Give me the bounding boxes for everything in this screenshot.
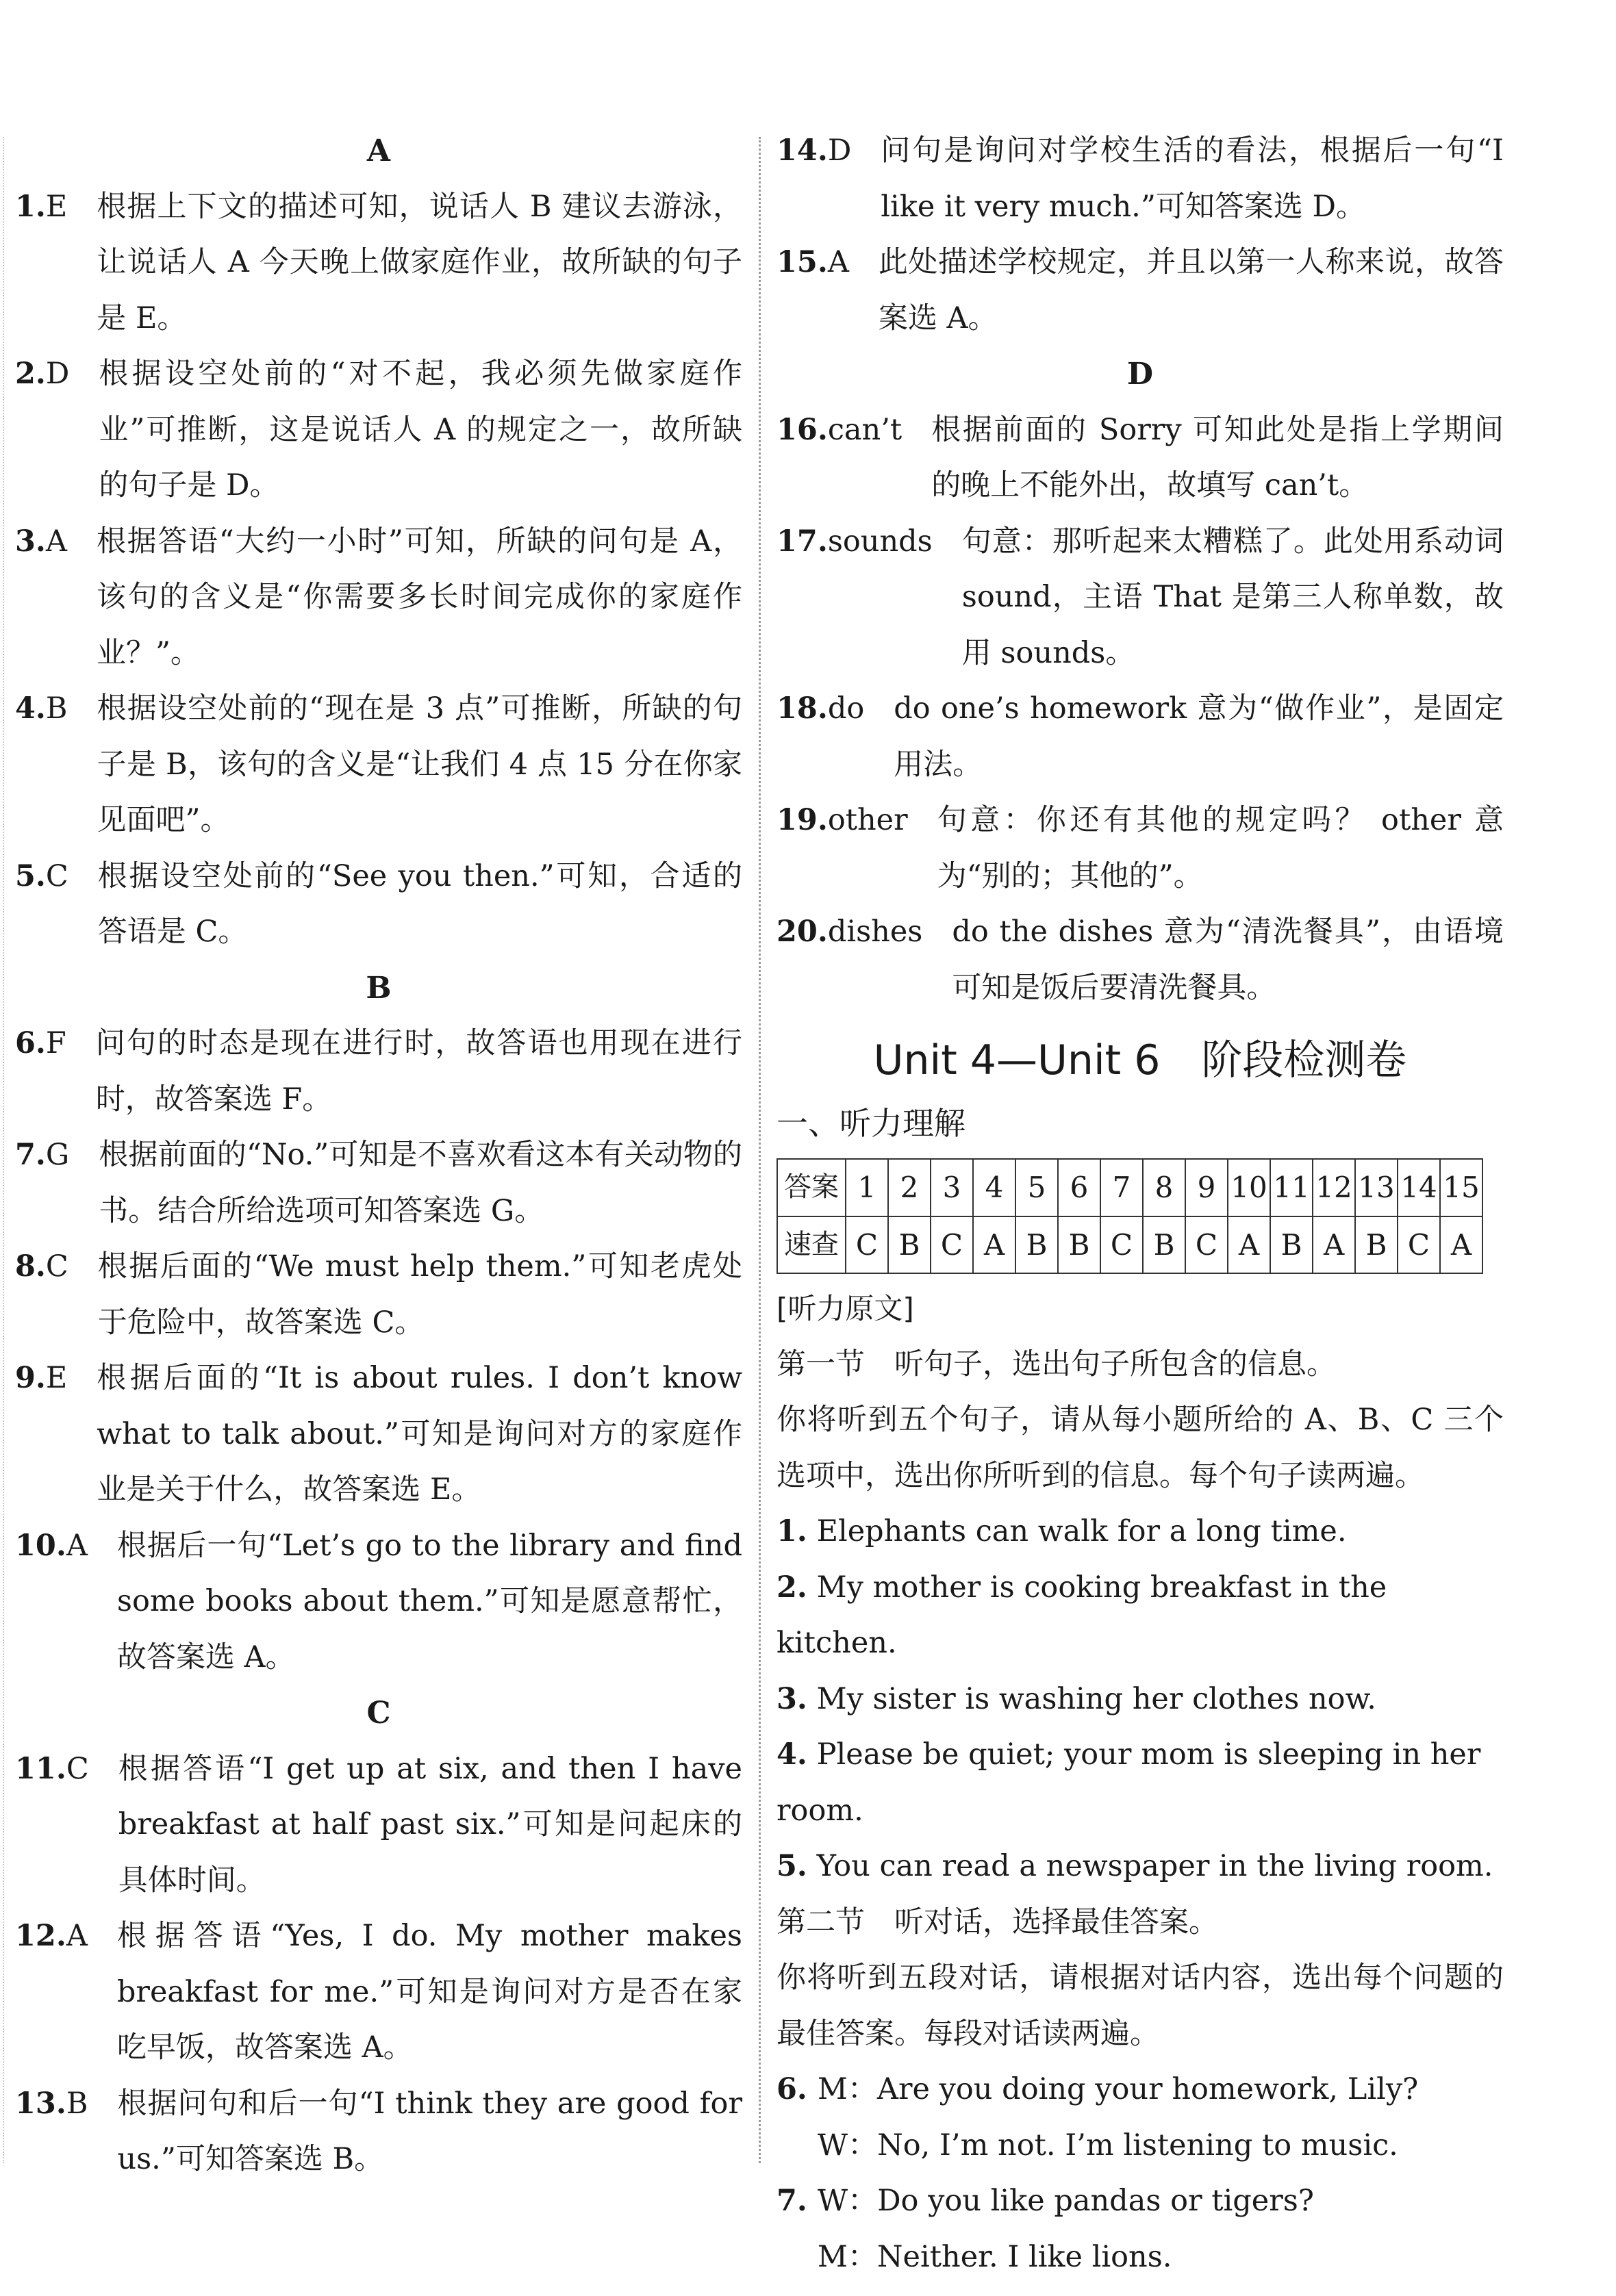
item-answer: other <box>827 803 908 837</box>
section-heading-c: C <box>366 1696 391 1731</box>
answer-key-number: 2 <box>888 1159 931 1216</box>
transcript-sentence-5: 5. You can read a newspaper in the living room. <box>777 1849 1493 1883</box>
answer-key-answer: B <box>1355 1216 1398 1274</box>
item-explanation: 根据后面的“It is about rules. I don’t know what to talk about.”可知是询问对方的家庭作业是关于什么，故答案选 E。 <box>97 1361 742 1507</box>
item-explanation: 句意：你还有其他的规定吗？ other 意为“别的；其他的”。 <box>937 803 1504 893</box>
answer-item-6 <box>15 1016 742 1127</box>
answer-key-number: 11 <box>1270 1159 1313 1216</box>
answer-key-answer: B <box>1015 1216 1058 1274</box>
answer-key-answer: B <box>1270 1216 1313 1274</box>
item-explanation: 此处描述学校规定，并且以第一人称来说，故答案选 A。 <box>878 245 1504 335</box>
item-answer: F <box>45 1026 66 1060</box>
answer-key-number: 3 <box>931 1159 973 1216</box>
answer-item-18 <box>777 681 1504 793</box>
section-one-title: 第一节 听句子，选出句子所包含的信息。 <box>777 1347 1336 1381</box>
answer-item-7 <box>15 1127 742 1239</box>
item-number: 6. <box>777 2072 807 2106</box>
answer-key-answer: B <box>888 1216 931 1274</box>
answer-key-answer: B <box>1058 1216 1100 1274</box>
item-answer: G <box>45 1138 70 1172</box>
item-explanation: do one’s homework 意为“做作业”，是固定用法。 <box>894 691 1504 782</box>
answer-key-number-row <box>777 1159 1482 1216</box>
answer-key-answer: B <box>1143 1216 1185 1274</box>
answer-key-answer: A <box>1440 1216 1482 1274</box>
item-explanation: 根据答语“大约一小时”可知，所缺的问句是 A，该句的含义是“你需要多长时间完成你的家庭作业？”。 <box>96 524 742 670</box>
section-heading-d: D <box>1126 357 1154 392</box>
answer-key-number: 6 <box>1058 1159 1100 1216</box>
dialogue-line: M：Are you doing your homework, Lily? <box>817 2072 1419 2106</box>
answer-key-answer: C <box>1185 1216 1228 1274</box>
item-answer: C <box>45 858 68 893</box>
left-edge-dotted-line <box>3 137 4 2163</box>
answer-key-number: 5 <box>1015 1159 1058 1216</box>
answer-key-number: 15 <box>1440 1159 1482 1216</box>
item-explanation: 根据设空处前的“See you then.”可知，合适的答语是 C。 <box>97 858 742 949</box>
item-number: 14. <box>777 133 828 168</box>
answer-key-number: 4 <box>973 1159 1015 1216</box>
item-explanation: 问句的时态是现在进行时，故答语也用现在进行时，故答案选 F。 <box>95 1026 742 1117</box>
item-number: 4. <box>15 691 46 726</box>
item-number: 12. <box>15 1919 66 1953</box>
answer-item-4 <box>15 681 742 849</box>
item-answer: C <box>66 1751 89 1786</box>
item-number: 10. <box>15 1528 66 1563</box>
answer-item-3 <box>15 514 742 682</box>
part-heading-listening: 一、听力理解 <box>777 1105 965 1142</box>
dialogue-line: W：No, I’m not. I’m listening to music. <box>817 2128 1398 2163</box>
answer-item-19 <box>777 793 1504 904</box>
answer-key-answer: C <box>1100 1216 1143 1274</box>
item-number: 7. <box>15 1138 46 1172</box>
item-answer: sounds <box>827 524 933 559</box>
item-explanation: 根据设空处前的“现在是 3 点”可推断，所缺的句子是 B，该句的含义是“让我们 4 点 15 分在你家见面吧”。 <box>97 691 742 837</box>
item-answer: dishes <box>827 915 923 949</box>
answer-key-number: 13 <box>1355 1159 1398 1216</box>
answer-key-number: 7 <box>1100 1159 1143 1216</box>
answer-item-10 <box>15 1518 742 1686</box>
item-answer: can’t <box>827 412 902 447</box>
answer-key-answer: C <box>1398 1216 1440 1274</box>
answer-key-number: 14 <box>1398 1159 1440 1216</box>
item-answer: E <box>45 1361 68 1395</box>
answer-item-2 <box>15 346 742 514</box>
item-answer: A <box>827 245 849 279</box>
answer-key-table <box>777 1158 1483 1274</box>
item-answer: D <box>45 357 70 391</box>
item-answer: do <box>827 691 865 726</box>
item-explanation: 根据前面的“No.”可知是不喜欢看这本有关动物的书。结合所给选项可知答案选 G。 <box>99 1138 742 1228</box>
item-number: 6. <box>15 1026 46 1060</box>
item-answer: E <box>45 189 68 224</box>
item-answer: A <box>66 1528 88 1563</box>
right-column <box>777 123 1504 2285</box>
answer-item-5 <box>15 849 742 960</box>
item-explanation: 根据上下文的描述可知，说话人 B 建议去游泳，让说话人 A 今天晚上做家庭作业，故所缺的句子是 E。 <box>97 189 742 335</box>
item-number: 9. <box>15 1361 46 1395</box>
answer-key-answer-row <box>777 1216 1482 1274</box>
section-heading-b: B <box>366 970 392 1006</box>
answer-item-9 <box>15 1351 742 1518</box>
answer-key-number: 8 <box>1143 1159 1185 1216</box>
answer-item-17 <box>777 514 1504 682</box>
section-one-instructions: 你将听到五个句子，请从每小题所给的 A、B、C 三个选项中，选出你所听到的信息。每个句子读两遍。 <box>777 1403 1504 1493</box>
item-answer: D <box>827 133 852 168</box>
item-explanation: 问句是询问对学校生活的看法，根据后一句“I like it very much.”可知答案选 D。 <box>881 133 1504 224</box>
item-explanation: 根据问句和后一句“I think they are good for us.”可知答案选 B。 <box>117 2086 742 2176</box>
answer-item-1 <box>15 179 742 347</box>
item-answer: B <box>45 691 68 726</box>
answer-item-15 <box>777 235 1504 346</box>
item-explanation: 根据答语“Yes, I do. My mother makes breakfast for me.”可知是询问对方是否在家吃早饭，故答案选 A。 <box>116 1919 742 2065</box>
item-answer: B <box>66 2086 88 2121</box>
transcript-sentence-3: 3. My sister is washing her clothes now. <box>777 1681 1376 1716</box>
answer-item-11 <box>15 1742 742 1909</box>
item-number: 3. <box>15 524 46 559</box>
transcript-sentence-4: 4. Please be quiet; your mom is sleeping in her room. <box>777 1737 1481 1828</box>
left-column <box>15 123 742 2188</box>
item-explanation: 句意：那听起来太糟糕了。此处用系动词 sound，主语 That 是第三人称单数，故用 sounds。 <box>961 524 1504 670</box>
answer-key-answer: A <box>1313 1216 1355 1274</box>
answer-key-answer: A <box>973 1216 1015 1274</box>
answer-key-number: 10 <box>1228 1159 1270 1216</box>
item-number: 17. <box>777 524 828 559</box>
column-divider <box>759 137 761 2163</box>
item-answer: A <box>45 524 67 559</box>
answer-item-13 <box>15 2076 742 2188</box>
transcript-sentence-1: 1. Elephants can walk for a long time. <box>777 1514 1347 1548</box>
section-two-title: 第二节 听对话，选择最佳答案。 <box>777 1904 1218 1939</box>
unit-title: Unit 4—Unit 6 阶段检测卷 <box>873 1036 1407 1084</box>
item-number: 11. <box>15 1751 66 1786</box>
answer-key-number: 1 <box>846 1159 888 1216</box>
item-answer: A <box>66 1919 88 1953</box>
item-number: 8. <box>15 1249 46 1284</box>
item-explanation: 根据设空处前的“对不起，我必须先做家庭作业”可推断，这是说话人 A 的规定之一，故所缺的句子是 D。 <box>99 357 742 502</box>
section-two-instructions: 你将听到五段对话，请根据对话内容，选出每个问题的最佳答案。每段对话读两遍。 <box>777 1961 1504 2051</box>
answer-key-row-label: 速查 <box>777 1216 846 1274</box>
answer-key-row-label: 答案 <box>777 1159 846 1216</box>
item-number: 13. <box>15 2086 66 2121</box>
item-number: 18. <box>777 691 828 726</box>
item-number: 7. <box>777 2184 807 2218</box>
transcript-label: [听力原文] <box>777 1292 914 1325</box>
dialogue-line: M：Neither. I like lions. <box>817 2239 1172 2274</box>
item-explanation: 根据答语“I get up at six, and then I have breakfast at half past six.”可知是问起床的具体时间。 <box>118 1751 742 1898</box>
answer-item-16 <box>777 403 1504 514</box>
answer-key-answer: C <box>931 1216 973 1274</box>
item-explanation: do the dishes 意为“清洗餐具”，由语境可知是饭后要清洗餐具。 <box>952 915 1504 1005</box>
answer-item-12 <box>15 1909 742 2076</box>
answer-key-answer: C <box>846 1216 888 1274</box>
answer-key-number: 12 <box>1313 1159 1355 1216</box>
item-number: 1. <box>15 189 46 224</box>
item-number: 19. <box>777 803 828 837</box>
dialogue-line: W：Do you like pandas or tigers? <box>817 2184 1314 2218</box>
answer-key-number: 9 <box>1185 1159 1228 1216</box>
item-number: 16. <box>777 412 828 447</box>
answer-key-answer: A <box>1228 1216 1270 1274</box>
item-number: 20. <box>777 915 828 949</box>
transcript-dialogue-7 <box>777 2173 1504 2285</box>
item-explanation: 根据后一句“Let’s go to the library and find some books about them.”可知是愿意帮忙，故答案选 A。 <box>116 1528 742 1674</box>
section-heading-a: A <box>366 133 391 168</box>
answer-item-20 <box>777 904 1504 1016</box>
item-answer: C <box>45 1249 68 1284</box>
transcript-dialogue-6 <box>777 2062 1504 2173</box>
item-explanation: 根据后面的“We must help them.”可知老虎处于危险中，故答案选 C。 <box>97 1249 742 1340</box>
transcript-sentence-2: 2. My mother is cooking breakfast in the kitchen. <box>777 1570 1387 1660</box>
item-number: 2. <box>15 357 46 391</box>
answer-item-14 <box>777 123 1504 235</box>
item-number: 5. <box>15 858 46 893</box>
item-number: 15. <box>777 245 828 279</box>
item-explanation: 根据前面的 Sorry 可知此处是指上学期间的晚上不能外出，故填写 can’t。 <box>931 412 1504 502</box>
answer-item-8 <box>15 1239 742 1351</box>
